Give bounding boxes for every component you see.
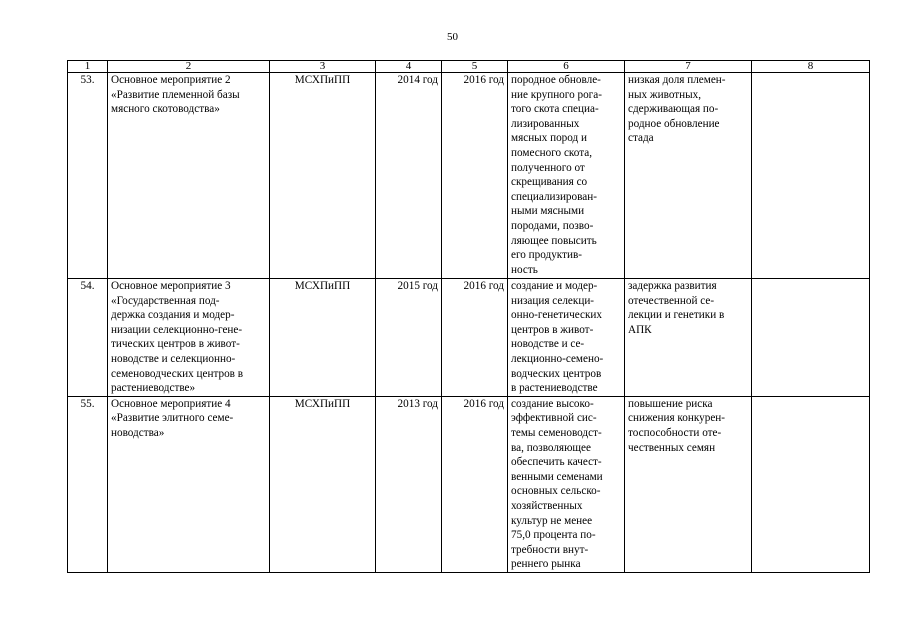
note-cell: [752, 396, 870, 572]
expected-result: породное обновле- ние крупного рога- того скота специа- лизированных мясных пород и помесного скота, полученного от скрещивания со специализирован- ными мясными породами, позво- ляющее повысить его продуктив- ность: [508, 73, 625, 279]
executor: МСХПиПП: [270, 279, 376, 397]
column-header: 8: [752, 61, 870, 73]
expected-result: создание и модер- низация селекци- онно-генетических центров в живот- новодстве и се- лекционно-семено- водческих центров в растениеводстве: [508, 279, 625, 397]
start-year: 2013 год: [376, 396, 442, 572]
row-number: 54.: [68, 279, 108, 397]
program-table: [67, 60, 870, 573]
column-header: 1: [68, 61, 108, 73]
consequences: задержка развития отечественной се- лекции и генетики в АПК: [625, 279, 752, 397]
executor: МСХПиПП: [270, 396, 376, 572]
column-header: 5: [442, 61, 508, 73]
column-header: 2: [108, 61, 270, 73]
start-year: 2015 год: [376, 279, 442, 397]
table-row: [68, 279, 870, 397]
expected-result: создание высоко- эффективной сис- темы семеноводст- ва, позволяющее обеспечить качест- венными семенами основных сельско- хозяйственных культур не менее 75,0 процента по- требности внут- реннего рынка: [508, 396, 625, 572]
column-header: 4: [376, 61, 442, 73]
measure-name: Основное мероприятие 2 «Развитие племенной базы мясного скотоводства»: [108, 73, 270, 279]
row-number: 55.: [68, 396, 108, 572]
start-year: 2014 год: [376, 73, 442, 279]
table-row: [68, 73, 870, 279]
column-header: 3: [270, 61, 376, 73]
column-header: 7: [625, 61, 752, 73]
consequences: повышение риска снижения конкурен- тоспособности оте- чественных семян: [625, 396, 752, 572]
end-year: 2016 год: [442, 279, 508, 397]
end-year: 2016 год: [442, 396, 508, 572]
note-cell: [752, 73, 870, 279]
column-header: 6: [508, 61, 625, 73]
measure-name: Основное мероприятие 3 «Государственная под- держка создания и модер- низации селекционно-гене- тических центров в живот- новодстве и селекционно- семеноводческих центров в растениеводстве»: [108, 279, 270, 397]
row-number: 53.: [68, 73, 108, 279]
table-row: [68, 396, 870, 572]
column-number-row: [68, 61, 870, 73]
page-number: 50: [447, 31, 458, 43]
note-cell: [752, 279, 870, 397]
measure-name: Основное мероприятие 4 «Развитие элитного семе- новодства»: [108, 396, 270, 572]
executor: МСХПиПП: [270, 73, 376, 279]
consequences: низкая доля племен- ных животных, сдерживающая по- родное обновление стада: [625, 73, 752, 279]
end-year: 2016 год: [442, 73, 508, 279]
